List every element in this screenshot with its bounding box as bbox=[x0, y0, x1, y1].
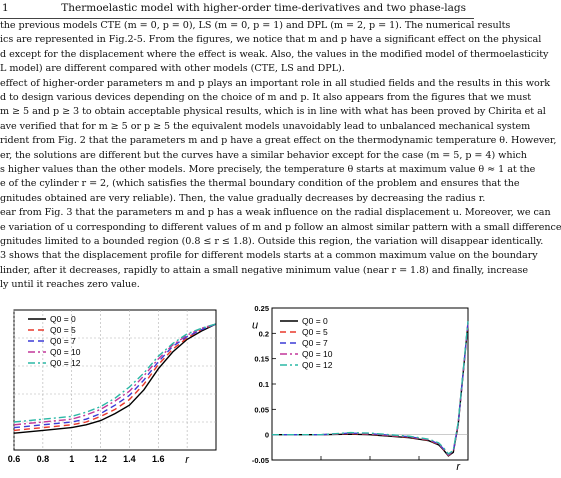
body-line: ear from Fig. 3 that the parameters m and p has a weak influence on the radial displacement u. Moreover, we can bbox=[0, 207, 551, 219]
x-tick-label: 1 bbox=[69, 454, 75, 464]
y-tick-label: 0.15 bbox=[254, 354, 269, 364]
legend-label: Q0 = 5 bbox=[50, 325, 76, 335]
legend-label: Q0 = 12 bbox=[302, 360, 333, 370]
body-line: effect of higher-order parameters m and p plays an important role in all studied fields and the results in this work bbox=[0, 77, 551, 89]
body-line: the previous models CTE (m = 0, p = 0), LS (m = 0, p = 1) and DPL (m = 2, p = 1). The numerical results bbox=[0, 20, 511, 31]
y-axis-label: u bbox=[252, 319, 259, 332]
legend-label: Q0 = 12 bbox=[50, 358, 81, 368]
body-line: d to design various devices depending on the choice of m and p. It also appears from the figures that we must bbox=[0, 92, 532, 103]
legend-label: Q0 = 5 bbox=[302, 327, 328, 337]
series-line bbox=[14, 324, 216, 430]
body-line: gnitudes limited to a bounded region (0.8 ≤ r ≤ 1.8). Outside this region, the variation will disappear identically. bbox=[0, 236, 544, 247]
legend-label: Q0 = 10 bbox=[302, 349, 333, 359]
x-axis-label: r bbox=[185, 454, 189, 466]
y-tick-label: -0.05 bbox=[251, 456, 269, 465]
y-tick-label: 0 bbox=[264, 430, 269, 440]
chart-temperature-svg bbox=[0, 300, 230, 474]
body-line: s higher values than the other models. More precisely, the temperature θ starts at maximum value θ ≈ 1 at the bbox=[0, 164, 536, 175]
body-line: d except for the displacement where the effect is weak. Also, the values in the modified model of thermoelasticity bbox=[0, 48, 549, 60]
chart-temperature bbox=[0, 300, 230, 474]
body-line: linder, after it decreases, rapidly to attain a small negative minimum value (near r = 1.8) and finally, increase bbox=[0, 264, 529, 276]
running-header bbox=[0, 0, 474, 19]
body-line: e variation of u corresponding to different values of m and p follow an almost similar pattern with a small difference bbox=[0, 221, 561, 233]
body-line: L model) are different compared with other models (CTE, LS and DPL). bbox=[0, 63, 345, 75]
legend-label: Q0 = 7 bbox=[50, 336, 76, 346]
y-tick-label: 0.05 bbox=[254, 405, 269, 415]
x-tick-label: 0.6 bbox=[7, 454, 21, 464]
body-line: 3 shows that the displacement profile for different models starts at a common maximum value on the boundary bbox=[0, 250, 538, 262]
x-tick-label: 1.2 bbox=[94, 454, 107, 464]
plot-frame bbox=[14, 310, 216, 450]
body-line: gnitudes obtained are very reliable). Then, the value gradually decreases by decreasing the radius r. bbox=[0, 192, 486, 204]
x-tick-label: 1.6 bbox=[152, 454, 165, 464]
body-line: e of the cylinder r = 2, (which satisfies the thermal boundary condition of the problem and ensures that the bbox=[0, 178, 520, 190]
body-line: ly until it reaches zero value. bbox=[0, 279, 140, 291]
body-line: m ≥ 5 and p ≥ 3 to obtain acceptable physical results, which is in line with what has been proved by Chirita et al bbox=[0, 106, 546, 118]
body-line: ics are represented in Fig.2-5. From the figures, we notice that m and p have a significant effect on the physical bbox=[0, 34, 542, 46]
body-line: er, the solutions are different but the curves have a similar behavior except for the case (m = 5, p = 4) which bbox=[0, 149, 527, 161]
y-tick-label: 0.25 bbox=[254, 304, 269, 313]
x-axis-label: r bbox=[456, 461, 461, 473]
series-line bbox=[14, 324, 216, 433]
x-tick-label: 0.8 bbox=[36, 454, 50, 464]
legend-label: Q0 = 7 bbox=[302, 338, 328, 348]
page-number: 1 bbox=[2, 2, 9, 14]
body-line: rident from Fig. 2 that the parameters m and p have a great effect on the thermodynamic temperature θ. However, bbox=[0, 135, 557, 147]
chart-displacement bbox=[240, 300, 474, 474]
running-title: Thermoelastic model with higher-order time-derivatives and two phase-lags bbox=[61, 2, 466, 14]
y-tick-label: 0.2 bbox=[258, 329, 269, 339]
chart-displacement-svg bbox=[240, 300, 474, 474]
x-tick-label: 1.4 bbox=[123, 454, 136, 464]
legend-label: Q0 = 0 bbox=[302, 316, 328, 326]
y-tick-label: 0.1 bbox=[258, 380, 269, 389]
legend-label: Q0 = 0 bbox=[50, 314, 76, 324]
body-line: ave verified that for m ≥ 5 or p ≥ 5 the equivalent models unavoidably lead to unbalanced mechanical system bbox=[0, 120, 531, 132]
legend-label: Q0 = 10 bbox=[50, 347, 81, 357]
